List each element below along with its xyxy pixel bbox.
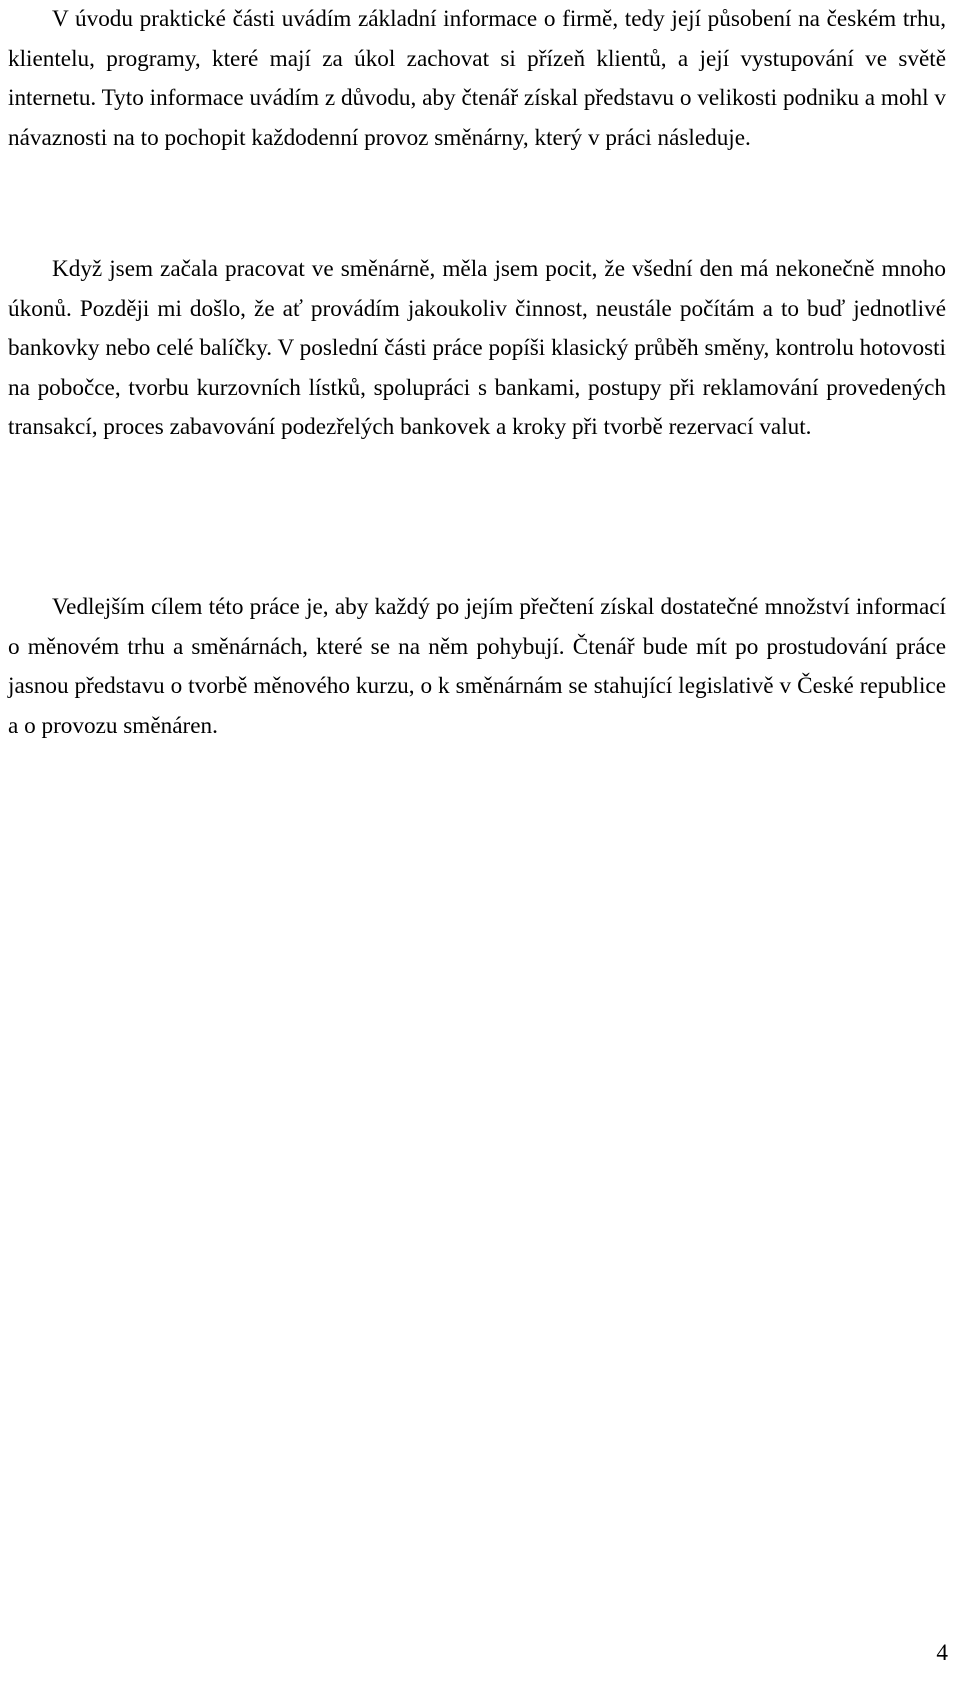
paragraph-secondary-goal: Vedlejším cílem této práce je, aby každý po jejím přečtení získal dostatečné množství informací o měnovém trhu a směnárnách, které se na něm pohybují. Čtenář bude mít po prostudování práce jasnou představu o tvorbě měnového kurzu, o k směnárnám se stahující legislativě v České republice a o provozu směnáren.	[8, 594, 946, 739]
paragraph-intro: V úvodu praktické části uvádím základní informace o firmě, tedy její působení na českém trhu, klientelu, programy, které mají za úkol zachovat si přízeň klientů, a její vystupování ve světě internetu. Tyto informace uvádím z důvodu, aby čtenář získal představu o velikosti podniku a mohl v návaznosti na to pochopit každodenní provoz směnárny, který v práci následuje.	[8, 6, 946, 151]
paragraph-tasks: Když jsem začala pracovat ve směnárně, měla jsem pocit, že všední den má nekonečně mnoho úkonů. Později mi došlo, že ať provádím jakoukoliv činnost, neustále počítám a to buď jednotlivé bankovky nebo celé balíčky. V poslední části práce popíši klasický průběh směny, kontrolu hotovosti na pobočce, tvorbu kurzovních lístků, spolupráci s bankami, postupy při reklamování provedených transakcí, proces zabavování podezřelých bankovek a kroky při tvorbě rezervací valut.	[8, 256, 946, 440]
page-number: 4	[936, 1640, 948, 1666]
